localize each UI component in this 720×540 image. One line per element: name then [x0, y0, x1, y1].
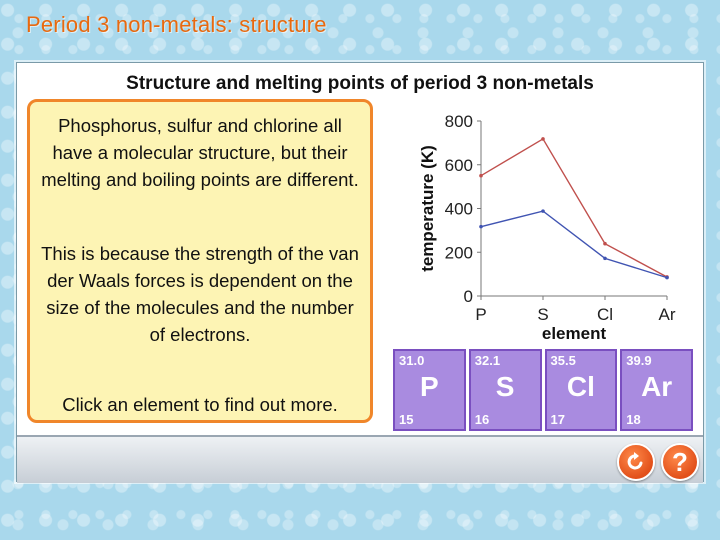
element-mass: 31.0 — [399, 353, 425, 368]
y-tick-label: 200 — [444, 243, 473, 263]
help-button[interactable] — [661, 443, 699, 481]
y-tick-label: 800 — [444, 112, 473, 131]
element-card-cl[interactable] — [545, 349, 618, 431]
data-point — [603, 242, 607, 246]
data-point — [665, 276, 669, 280]
element-number: 17 — [550, 412, 565, 427]
element-symbol: P — [420, 371, 439, 402]
data-point — [541, 209, 545, 213]
info-prompt: Click an element to find out more. — [62, 394, 338, 415]
info-paragraph-structure: Phosphorus, sulfur and chlorine all have a molecular structure, but their melting and boiling points are different. — [41, 115, 359, 190]
replay-icon — [625, 451, 647, 473]
element-cards — [393, 349, 693, 431]
element-mass: 39.9 — [626, 353, 652, 368]
element-card-s[interactable] — [469, 349, 542, 431]
element-number: 16 — [474, 412, 490, 427]
data-point — [603, 257, 607, 261]
x-axis-label: element — [541, 324, 607, 343]
element-card-ar[interactable] — [620, 349, 693, 431]
footer-bar — [17, 435, 703, 483]
element-mass: 32.1 — [474, 353, 501, 368]
series-line-1 — [481, 211, 667, 278]
y-tick-label: 400 — [444, 199, 473, 219]
element-number: 18 — [626, 412, 641, 427]
data-point — [479, 225, 483, 229]
y-tick-label: 0 — [463, 287, 473, 306]
melting-boiling-chart — [397, 99, 697, 349]
x-tick-label: Cl — [596, 305, 614, 324]
series-line-0 — [481, 139, 667, 277]
data-point — [541, 137, 545, 141]
element-number: 15 — [399, 412, 414, 427]
element-symbol: Cl — [566, 371, 595, 402]
content-panel — [16, 62, 704, 482]
element-symbol: Ar — [641, 371, 673, 402]
question-mark-icon: ? — [672, 447, 688, 477]
replay-button[interactable] — [617, 443, 655, 481]
x-tick-label: Ar — [658, 305, 676, 324]
info-paragraph-forces: This is because the strength of the van der Waals forces is dependent on the size of the molecules and the number of electrons. — [41, 243, 359, 345]
panel-heading: Structure and melting points of period 3 non-metals — [126, 73, 594, 94]
y-tick-label: 600 — [444, 155, 473, 175]
x-tick-label: S — [537, 305, 549, 324]
data-point — [479, 174, 483, 178]
element-symbol: S — [495, 371, 515, 402]
x-tick-label: P — [475, 305, 487, 324]
element-card-p[interactable] — [393, 349, 466, 431]
element-mass: 35.5 — [550, 353, 576, 368]
y-axis-label: temperature (K) — [418, 145, 437, 272]
page-title: Period 3 non-metals: structure — [26, 12, 327, 37]
info-box — [27, 99, 373, 423]
